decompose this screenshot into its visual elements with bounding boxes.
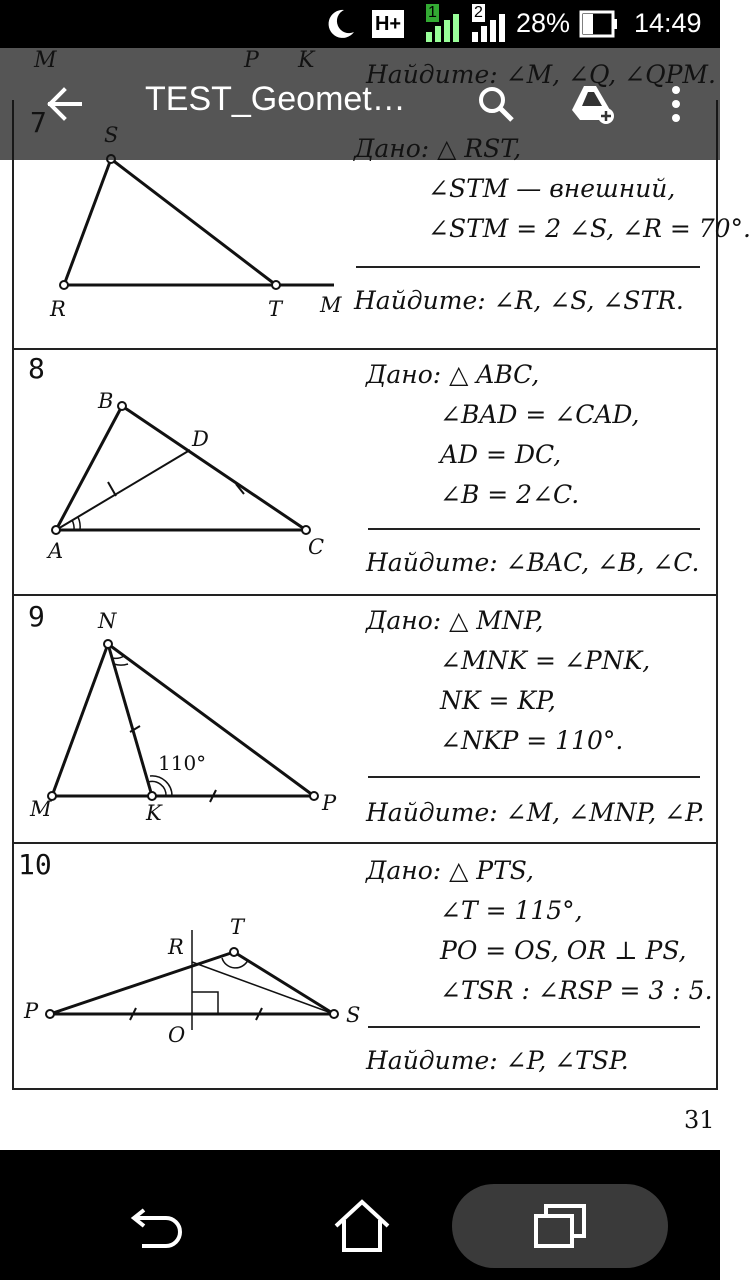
point-c: C	[308, 535, 325, 559]
given-line-2: ∠BAD = ∠CAD,	[440, 400, 640, 429]
given-line-1: Дано: △ ABC,	[366, 360, 540, 389]
given-line-1: Дано: △ MNP,	[366, 606, 544, 635]
navigation-bar	[0, 1170, 720, 1280]
divider	[368, 1026, 700, 1028]
point-p: P	[322, 791, 337, 815]
given-line-2: ∠STM — внешний,	[428, 174, 676, 203]
clock: 14:49	[634, 8, 702, 38]
point-b: B	[98, 389, 114, 413]
point-t: T	[230, 915, 245, 939]
given-line-4: ∠B = 2∠C.	[440, 480, 580, 509]
divider	[368, 776, 700, 778]
angle-label: 110°	[158, 751, 207, 775]
given-line-3: ∠STM = 2 ∠S, ∠R = 70°.	[428, 214, 751, 243]
find-text: Найдите: ∠M, ∠MNP, ∠P.	[366, 798, 705, 827]
point-s: S	[346, 1003, 361, 1027]
document-title: TEST_Geomet…	[145, 80, 406, 118]
problem-9	[12, 594, 718, 844]
status-bar	[0, 0, 720, 48]
app-bar	[0, 48, 720, 160]
bottom-gap	[0, 1150, 720, 1170]
point-r: R	[168, 935, 184, 959]
point-p: P	[24, 999, 39, 1023]
point-n: N	[98, 609, 117, 633]
network-type: H+	[372, 10, 404, 38]
home-icon[interactable]	[330, 1194, 394, 1258]
find-text: Найдите: ∠R, ∠S, ∠STR.	[354, 286, 684, 315]
back-arrow-icon[interactable]	[36, 76, 92, 132]
given-line-4: ∠NKP = 110°.	[440, 726, 624, 755]
document-page	[0, 48, 751, 1150]
find-text: Найдите: ∠BAC, ∠B, ∠C.	[366, 548, 700, 577]
battery-percent: 28%	[516, 8, 571, 38]
back-icon[interactable]	[126, 1198, 190, 1254]
problem-number: 8	[28, 352, 45, 385]
given-line-3: NK = KP,	[440, 686, 556, 715]
moon-icon	[322, 6, 358, 42]
point-a: A	[48, 539, 64, 563]
problem-8	[12, 348, 718, 596]
problem-number: 9	[28, 600, 45, 633]
battery-icon	[580, 10, 618, 38]
signal-icon-1	[424, 14, 464, 42]
problem-10	[12, 842, 718, 1090]
point-t: T	[268, 297, 283, 321]
add-to-drive-icon[interactable]	[564, 76, 620, 132]
more-options-icon[interactable]	[648, 76, 704, 132]
page-number: 31	[684, 1106, 715, 1134]
sim2-indicator: 2	[474, 4, 483, 21]
point-k: K	[146, 801, 162, 825]
point-m: M	[320, 293, 342, 317]
given-line-1: Дано: △ PTS,	[366, 856, 534, 885]
recents-icon	[530, 1200, 590, 1252]
divider	[356, 266, 700, 268]
given-line-2: ∠MNK = ∠PNK,	[440, 646, 651, 675]
point-r: R	[50, 297, 66, 321]
divider	[368, 528, 700, 530]
given-line-2: ∠T = 115°,	[440, 896, 583, 925]
triangle-abc-diagram	[14, 348, 354, 594]
problem-number: 10	[18, 848, 52, 881]
signal-icon-2	[470, 14, 510, 42]
point-d: D	[192, 427, 209, 451]
recents-button[interactable]	[452, 1184, 668, 1268]
triangle-mnp-diagram	[14, 594, 354, 842]
given-line-3: PO = OS, OR ⊥ PS,	[440, 936, 687, 965]
point-m: M	[30, 797, 52, 821]
point-o: O	[168, 1023, 186, 1047]
triangle-pts-diagram	[14, 842, 361, 1088]
given-line-4: ∠TSR : ∠RSP = 3 : 5.	[440, 976, 713, 1005]
search-icon[interactable]	[468, 76, 524, 132]
sim1-indicator: 1	[428, 4, 437, 21]
given-line-3: AD = DC,	[440, 440, 562, 469]
find-text: Найдите: ∠P, ∠TSP.	[366, 1046, 629, 1075]
